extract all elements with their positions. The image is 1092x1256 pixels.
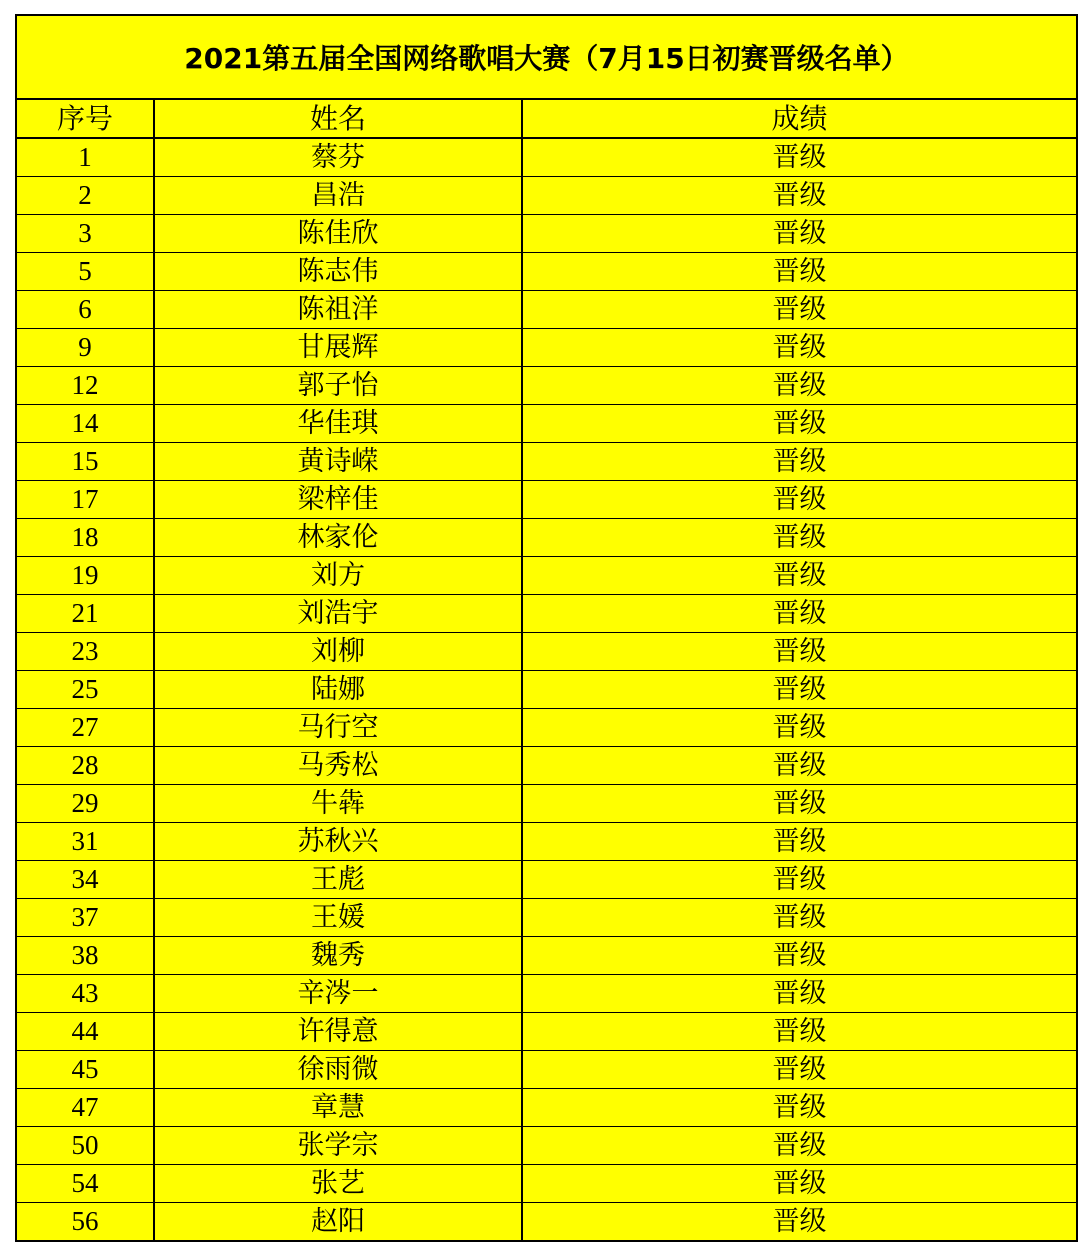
cell-result: 晋级 (522, 1165, 1076, 1203)
cell-index: 47 (17, 1089, 154, 1127)
cell-name: 马行空 (154, 709, 522, 747)
cell-result: 晋级 (522, 747, 1076, 785)
cell-index: 9 (17, 329, 154, 367)
cell-name: 王媛 (154, 899, 522, 937)
cell-index: 27 (17, 709, 154, 747)
cell-result: 晋级 (522, 1089, 1076, 1127)
table-row (17, 1089, 1076, 1127)
cell-name: 刘方 (154, 557, 522, 595)
table-row (17, 747, 1076, 785)
cell-result: 晋级 (522, 1013, 1076, 1051)
cell-name: 陆娜 (154, 671, 522, 709)
cell-result: 晋级 (522, 291, 1076, 329)
cell-result: 晋级 (522, 899, 1076, 937)
cell-result: 晋级 (522, 329, 1076, 367)
cell-index: 54 (17, 1165, 154, 1203)
cell-name: 刘柳 (154, 633, 522, 671)
header-index: 序号 (17, 100, 154, 138)
cell-index: 56 (17, 1203, 154, 1241)
cell-name: 章慧 (154, 1089, 522, 1127)
table-row (17, 785, 1076, 823)
table-row (17, 138, 1076, 177)
cell-name: 刘浩宇 (154, 595, 522, 633)
table-row (17, 709, 1076, 747)
cell-index: 38 (17, 937, 154, 975)
table-row (17, 633, 1076, 671)
cell-index: 28 (17, 747, 154, 785)
table-row (17, 1203, 1076, 1241)
cell-name: 马秀松 (154, 747, 522, 785)
cell-result: 晋级 (522, 405, 1076, 443)
cell-index: 18 (17, 519, 154, 557)
table-row (17, 215, 1076, 253)
table-row (17, 975, 1076, 1013)
table-body (17, 138, 1076, 1240)
table-row (17, 899, 1076, 937)
cell-name: 陈佳欣 (154, 215, 522, 253)
cell-result: 晋级 (522, 975, 1076, 1013)
cell-result: 晋级 (522, 861, 1076, 899)
cell-name: 王彪 (154, 861, 522, 899)
cell-name: 华佳琪 (154, 405, 522, 443)
table-row (17, 329, 1076, 367)
cell-result: 晋级 (522, 138, 1076, 177)
cell-name: 徐雨微 (154, 1051, 522, 1089)
cell-name: 林家伦 (154, 519, 522, 557)
cell-name: 梁梓佳 (154, 481, 522, 519)
table-row (17, 519, 1076, 557)
cell-index: 25 (17, 671, 154, 709)
cell-name: 陈祖洋 (154, 291, 522, 329)
cell-name: 赵阳 (154, 1203, 522, 1241)
table-row (17, 861, 1076, 899)
cell-index: 5 (17, 253, 154, 291)
cell-index: 17 (17, 481, 154, 519)
cell-result: 晋级 (772, 1206, 827, 1237)
cell-index: 6 (17, 291, 154, 329)
table-row (17, 443, 1076, 481)
table-row (17, 595, 1076, 633)
cell-index: 29 (17, 785, 154, 823)
cell-index: 37 (17, 899, 154, 937)
results-table (17, 100, 1076, 1240)
cell-result: 晋级 (522, 443, 1076, 481)
table-row (17, 253, 1076, 291)
cell-result: 晋级 (522, 671, 1076, 709)
cell-name: 甘展辉 (154, 329, 522, 367)
cell-result: 晋级 (522, 253, 1076, 291)
cell-result: 晋级 (522, 177, 1076, 215)
cell-name: 郭子怡 (154, 367, 522, 405)
cell-index: 14 (17, 405, 154, 443)
cell-index: 43 (17, 975, 154, 1013)
header-name: 姓名 (154, 100, 522, 138)
sheet-title: 2021第五届全国网络歌唱大赛（7月15日初赛晋级名单） (17, 16, 1076, 100)
cell-name: 辛涔一 (154, 975, 522, 1013)
cell-result: 晋级 (522, 823, 1076, 861)
cell-index: 1 (17, 138, 154, 177)
cell-result: 晋级 (522, 481, 1076, 519)
cell-name: 蔡芬 (154, 138, 522, 177)
results-sheet (15, 14, 1078, 1242)
table-row (17, 367, 1076, 405)
cell-index: 19 (17, 557, 154, 595)
cell-result: 晋级 (522, 1127, 1076, 1165)
cell-name: 许得意 (154, 1013, 522, 1051)
cell-index: 31 (17, 823, 154, 861)
table-row (17, 291, 1076, 329)
cell-result: 晋级 (522, 709, 1076, 747)
cell-result: 晋级 (522, 785, 1076, 823)
cell-name: 陈志伟 (154, 253, 522, 291)
cell-name: 张艺 (154, 1165, 522, 1203)
table-row (17, 481, 1076, 519)
cell-name: 黄诗嵘 (154, 443, 522, 481)
table-row (17, 937, 1076, 975)
cell-index: 21 (17, 595, 154, 633)
table-row (17, 1051, 1076, 1089)
cell-index: 34 (17, 861, 154, 899)
cell-result: 晋级 (522, 367, 1076, 405)
cell-result: 晋级 (522, 215, 1076, 253)
cell-result: 晋级 (522, 937, 1076, 975)
cell-index: 3 (17, 215, 154, 253)
table-row (17, 1127, 1076, 1165)
table-row (17, 557, 1076, 595)
cell-index: 2 (17, 177, 154, 215)
cell-index: 44 (17, 1013, 154, 1051)
cell-name: 牛犇 (154, 785, 522, 823)
cell-index: 23 (17, 633, 154, 671)
cell-name: 张学宗 (154, 1127, 522, 1165)
cell-result: 晋级 (522, 1051, 1076, 1089)
cell-index: 45 (17, 1051, 154, 1089)
table-row (17, 405, 1076, 443)
cell-index: 12 (17, 367, 154, 405)
cell-result: 晋级 (522, 519, 1076, 557)
table-row (17, 1165, 1076, 1203)
table-row (17, 1013, 1076, 1051)
cell-result: 晋级 (522, 595, 1076, 633)
table-row (17, 671, 1076, 709)
header-result: 成绩 (522, 100, 1076, 138)
table-row (17, 177, 1076, 215)
cell-result: 晋级 (522, 557, 1076, 595)
cell-name: 苏秋兴 (154, 823, 522, 861)
header-row (17, 100, 1076, 138)
table-row (17, 823, 1076, 861)
cell-index: 15 (17, 443, 154, 481)
cell-index: 50 (17, 1127, 154, 1165)
cell-name: 昌浩 (154, 177, 522, 215)
cell-name: 魏秀 (154, 937, 522, 975)
cell-result: 晋级 (522, 633, 1076, 671)
